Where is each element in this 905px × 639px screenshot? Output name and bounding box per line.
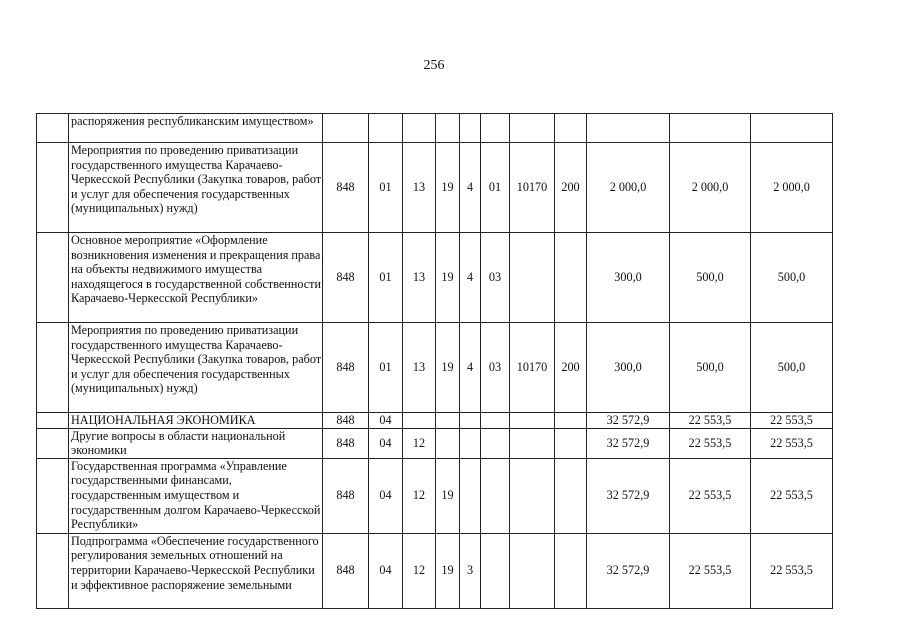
code-cell-c4: 19 — [436, 143, 460, 233]
blank-cell — [37, 323, 69, 413]
table-row — [37, 143, 833, 233]
code-cell-c2 — [369, 114, 403, 143]
code-cell-c5: 4 — [460, 323, 481, 413]
code-cell-c4: 19 — [436, 458, 460, 533]
blank-cell — [37, 533, 69, 608]
item-name-cell: распоряжения республиканским имуществом» — [69, 114, 323, 143]
code-cell-v2: 500,0 — [670, 323, 751, 413]
code-cell-c3 — [403, 114, 436, 143]
code-cell-c7 — [510, 458, 555, 533]
code-cell-v3: 500,0 — [751, 233, 833, 323]
code-cell-c6 — [481, 458, 510, 533]
code-cell-c4 — [436, 428, 460, 458]
code-cell-c3: 13 — [403, 233, 436, 323]
code-cell-v1: 300,0 — [587, 233, 670, 323]
budget-table — [36, 113, 833, 609]
code-cell-v3 — [751, 114, 833, 143]
code-cell-c7 — [510, 533, 555, 608]
table-row — [37, 458, 833, 533]
item-name-cell: Основное мероприятие «Оформление возникновения изменения и прекращения права на объекты недвижимого имущества находящегося в государственной собственности Карачаево-Черкесской Республики» — [69, 233, 323, 323]
code-cell-c1: 848 — [323, 143, 369, 233]
code-cell-c6 — [481, 413, 510, 429]
code-cell-c5 — [460, 428, 481, 458]
code-cell-c1: 848 — [323, 428, 369, 458]
table-row — [37, 533, 833, 608]
code-cell-c2: 01 — [369, 233, 403, 323]
code-cell-c5: 4 — [460, 143, 481, 233]
item-name-cell: Мероприятия по проведению приватизации государственного имущества Карачаево-Черкесской Республики (Закупка товаров, работ и услуг для обеспечения государственных (муниципальных) нужд) — [69, 143, 323, 233]
code-cell-c2: 01 — [369, 143, 403, 233]
code-cell-v3: 22 553,5 — [751, 428, 833, 458]
page-number: 256 — [423, 58, 445, 73]
item-name-cell: Подпрограмма «Обеспечение государственного регулирования земельных отношений на территории Карачаево-Черкесской Республики и эффективное распоряжение земельными — [69, 533, 323, 608]
code-cell-c1 — [323, 114, 369, 143]
code-cell-v2 — [670, 114, 751, 143]
code-cell-v3: 22 553,5 — [751, 458, 833, 533]
code-cell-v2: 2 000,0 — [670, 143, 751, 233]
code-cell-c8 — [555, 458, 587, 533]
code-cell-c8 — [555, 428, 587, 458]
code-cell-v3: 22 553,5 — [751, 533, 833, 608]
code-cell-v1: 2 000,0 — [587, 143, 670, 233]
code-cell-c8: 200 — [555, 143, 587, 233]
code-cell-c4 — [436, 114, 460, 143]
code-cell-c4 — [436, 413, 460, 429]
code-cell-v2: 22 553,5 — [670, 458, 751, 533]
table-row — [37, 114, 833, 143]
item-name-cell: Другие вопросы в области национальной экономики — [69, 428, 323, 458]
code-cell-c2: 04 — [369, 413, 403, 429]
code-cell-v1: 32 572,9 — [587, 428, 670, 458]
code-cell-c8 — [555, 233, 587, 323]
code-cell-c8 — [555, 114, 587, 143]
code-cell-c2: 04 — [369, 533, 403, 608]
blank-cell — [37, 413, 69, 429]
code-cell-c7 — [510, 233, 555, 323]
table-row — [37, 323, 833, 413]
item-name-cell: НАЦИОНАЛЬНАЯ ЭКОНОМИКА — [69, 413, 323, 429]
code-cell-c7: 10170 — [510, 323, 555, 413]
item-name-cell: Мероприятия по проведению приватизации государственного имущества Карачаево-Черкесской Республики (Закупка товаров, работ и услуг для обеспечения государственных (муниципальных) нужд) — [69, 323, 323, 413]
table-row — [37, 233, 833, 323]
code-cell-c4: 19 — [436, 323, 460, 413]
code-cell-c6: 03 — [481, 323, 510, 413]
code-cell-c5: 4 — [460, 233, 481, 323]
code-cell-c3: 12 — [403, 428, 436, 458]
code-cell-c3: 13 — [403, 323, 436, 413]
code-cell-c3 — [403, 413, 436, 429]
code-cell-c7 — [510, 413, 555, 429]
blank-cell — [37, 458, 69, 533]
code-cell-v3: 2 000,0 — [751, 143, 833, 233]
blank-cell — [37, 428, 69, 458]
code-cell-c3: 12 — [403, 458, 436, 533]
code-cell-c3: 13 — [403, 143, 436, 233]
code-cell-v1: 32 572,9 — [587, 533, 670, 608]
code-cell-c6: 01 — [481, 143, 510, 233]
code-cell-c7: 10170 — [510, 143, 555, 233]
code-cell-v1: 32 572,9 — [587, 458, 670, 533]
code-cell-c6: 03 — [481, 233, 510, 323]
table-body — [37, 114, 833, 609]
code-cell-c6 — [481, 428, 510, 458]
code-cell-c2: 01 — [369, 323, 403, 413]
item-name-cell: Государственная программа «Управление государственными финансами, государственным имуществом и государственным долгом Карачаево-Черкесской Республики» — [69, 458, 323, 533]
code-cell-c1: 848 — [323, 533, 369, 608]
code-cell-c6 — [481, 114, 510, 143]
code-cell-c1: 848 — [323, 413, 369, 429]
code-cell-c5: 3 — [460, 533, 481, 608]
code-cell-c1: 848 — [323, 323, 369, 413]
code-cell-v3: 500,0 — [751, 323, 833, 413]
code-cell-v1: 300,0 — [587, 323, 670, 413]
code-cell-c4: 19 — [436, 233, 460, 323]
code-cell-c6 — [481, 533, 510, 608]
blank-cell — [37, 114, 69, 143]
code-cell-c1: 848 — [323, 233, 369, 323]
table-row — [37, 413, 833, 429]
table-row — [37, 428, 833, 458]
code-cell-c3: 12 — [403, 533, 436, 608]
code-cell-c7 — [510, 114, 555, 143]
code-cell-v2: 500,0 — [670, 233, 751, 323]
code-cell-c7 — [510, 428, 555, 458]
code-cell-v2: 22 553,5 — [670, 428, 751, 458]
blank-cell — [37, 233, 69, 323]
code-cell-c5 — [460, 114, 481, 143]
code-cell-v1 — [587, 114, 670, 143]
code-cell-c8 — [555, 533, 587, 608]
code-cell-v1: 32 572,9 — [587, 413, 670, 429]
blank-cell — [37, 143, 69, 233]
code-cell-v3: 22 553,5 — [751, 413, 833, 429]
code-cell-c5 — [460, 413, 481, 429]
code-cell-c2: 04 — [369, 458, 403, 533]
code-cell-c8: 200 — [555, 323, 587, 413]
code-cell-v2: 22 553,5 — [670, 413, 751, 429]
code-cell-v2: 22 553,5 — [670, 533, 751, 608]
code-cell-c4: 19 — [436, 533, 460, 608]
code-cell-c5 — [460, 458, 481, 533]
code-cell-c1: 848 — [323, 458, 369, 533]
code-cell-c8 — [555, 413, 587, 429]
code-cell-c2: 04 — [369, 428, 403, 458]
